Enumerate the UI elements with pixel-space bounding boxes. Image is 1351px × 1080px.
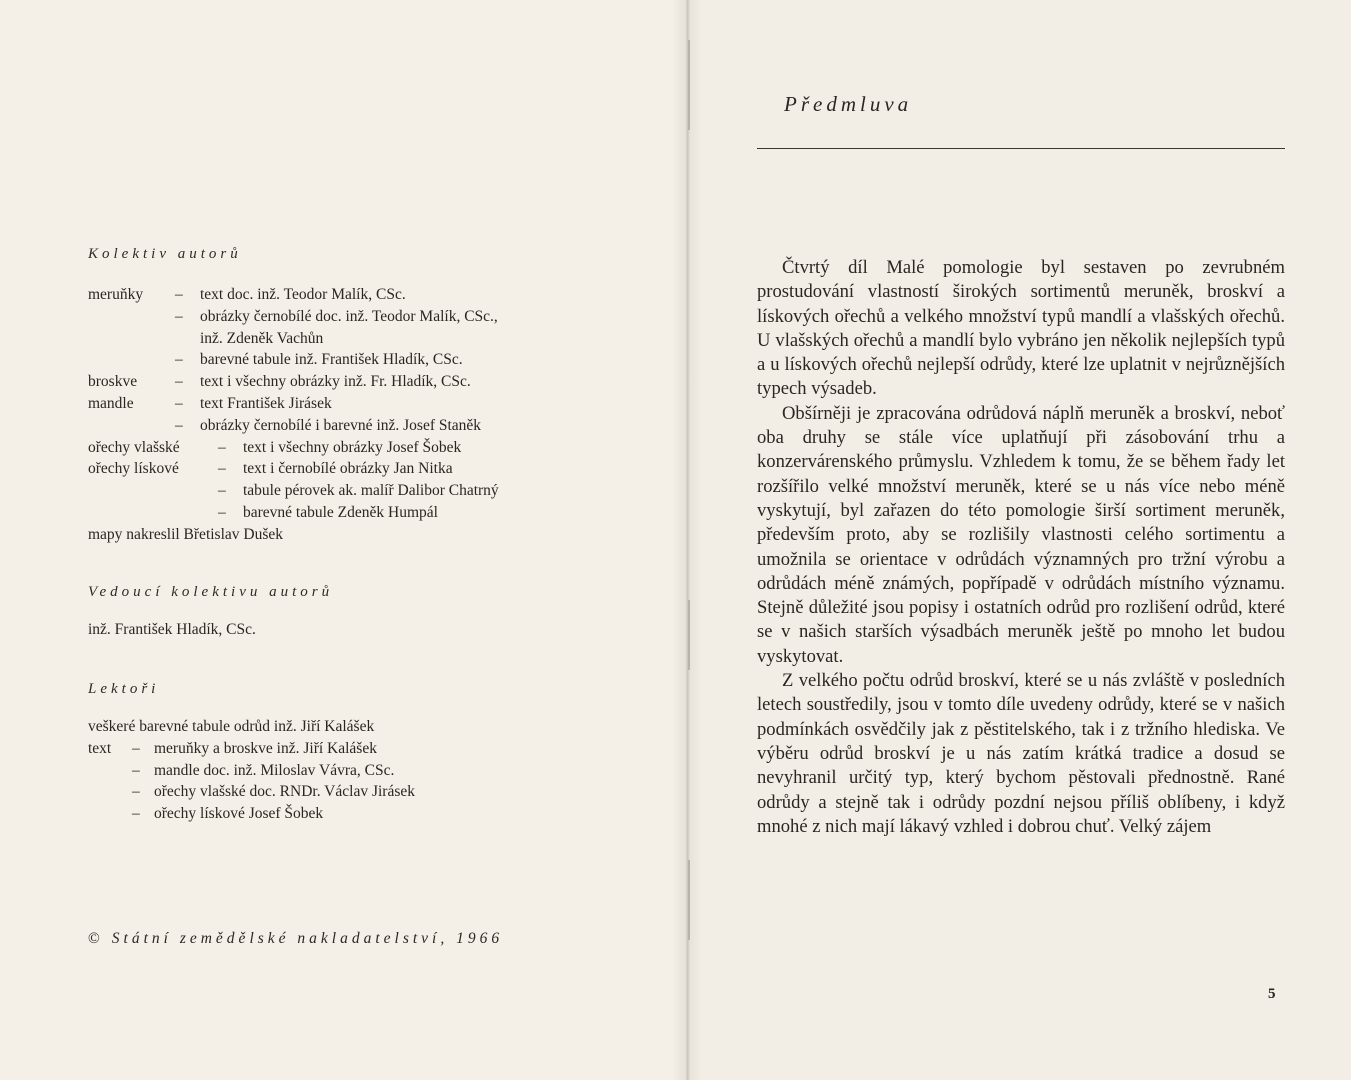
credit-row	[88, 371, 648, 393]
preface-text	[757, 256, 1285, 839]
credit-label: text	[88, 739, 112, 757]
credit-text: text doc. inž. Teodor Malík, CSc.	[200, 286, 406, 303]
credit-row	[88, 328, 648, 350]
credit-dash: –	[218, 503, 226, 521]
credit-text: barevné tabule Zdeněk Humpál	[243, 503, 438, 521]
title-divider	[757, 148, 1285, 149]
binding-stitch	[688, 600, 690, 670]
credit-row	[88, 458, 648, 480]
credit-row	[88, 415, 648, 437]
credit-text: obrázky černobílé doc. inž. Teodor Malík, CSc.,	[200, 307, 498, 325]
credit-dash: –	[132, 761, 140, 779]
credit-text: barevné tabule inž. František Hladík, CSc.	[200, 351, 463, 369]
reviewers-heading: Lektoři	[88, 681, 160, 697]
credit-dash: –	[132, 783, 140, 801]
binding-stitch	[688, 40, 690, 130]
publisher-text: Státní zemědělské nakladatelství, 1966	[111, 930, 504, 947]
credit-dash: –	[175, 307, 183, 325]
credit-text: ořechy lískové Josef Šobek	[154, 805, 324, 823]
lead-name: inž. František Hladík, CSc.	[88, 621, 256, 638]
credit-text: text i černobílé obrázky Jan Nitka	[243, 460, 453, 478]
credit-label: ořechy vlašské	[88, 438, 180, 456]
credit-text: text František Jirásek	[200, 394, 332, 412]
credit-row	[88, 716, 648, 738]
credit-dash: –	[175, 351, 183, 369]
credit-text: mandle doc. inž. Miloslav Vávra, CSc.	[154, 761, 395, 779]
authors-credits-list	[88, 284, 648, 546]
copyright-symbol: ©	[88, 930, 100, 947]
credit-row	[88, 760, 648, 782]
credit-row	[88, 437, 648, 459]
credit-label: meruňky	[88, 286, 144, 303]
credit-row	[88, 306, 648, 328]
preface-paragraph: Čtvrtý díl Malé pomologie byl sestaven po zevrubném prostudování vlastností širokých sortimentů meruněk, broskví a lískových ořechů a velkého množství typů mandlí a vlašských ořechů. U vlašských ořechů a mandlí bylo vybráno jen několik nejlepších typů a u lískových ořechů nejlepší odrůdy, které lze uplatnit v nejrůznějších typech výsadeb.	[757, 257, 1285, 400]
credit-row	[88, 349, 648, 371]
credit-text: ořechy vlašské doc. RNDr. Václav Jirásek	[154, 783, 415, 801]
preface-paragraph: Z velkého počtu odrůd broskví, které se u nás zvláště v posledních letech soustředily, jsou v tomto díle uvedeny odrůdy, které se v našich podmínkách osvědčily jak z pěstitelského, tak i z tržního hlediska. Ve výběru odrůd broskví je u nás zatím krátká tradice a dosud se nevyhranil určitý typ, který bychom pěstovali přednostně. Rané odrůdy a stejně tak i odrůdy pozdní nejsou příliš oblíbeny, i když mnohé z nich mají lákavý vzhled i dobrou chuť. Velký zájem	[757, 670, 1285, 837]
credit-text: text i všechny obrázky Josef Šobek	[243, 438, 462, 456]
credit-row	[88, 393, 648, 415]
credit-row	[88, 738, 648, 760]
copyright-line	[88, 930, 503, 948]
authors-heading: Kolektiv autorů	[88, 246, 242, 262]
credit-row	[88, 480, 648, 502]
credit-text: inž. Zdeněk Vachůn	[200, 329, 324, 347]
credit-row	[88, 803, 648, 825]
binding-stitch	[688, 860, 690, 940]
credit-row	[88, 284, 648, 306]
book-gutter	[672, 0, 702, 1080]
credit-text: meruňky a broskve inž. Jiří Kalášek	[154, 739, 377, 757]
credit-dash: –	[218, 460, 226, 478]
reviewers-list	[88, 716, 648, 825]
credit-label: mandle	[88, 394, 134, 412]
page-number: 5	[1268, 986, 1276, 1002]
credit-text: text i všechny obrázky inž. Fr. Hladík, CSc.	[200, 373, 471, 391]
credit-text: obrázky černobílé i barevné inž. Josef Staněk	[200, 416, 482, 434]
credit-row	[88, 781, 648, 803]
credit-dash: –	[175, 373, 183, 391]
credit-row	[88, 502, 648, 524]
credit-dash: –	[218, 438, 226, 456]
credit-row	[88, 524, 648, 546]
credit-dash: –	[175, 416, 183, 434]
credit-label: mapy nakreslil Břetislav Dušek	[88, 525, 283, 543]
credit-dash: –	[175, 394, 183, 412]
credit-text: tabule pérovek ak. malíř Dalibor Chatrný	[243, 482, 499, 500]
preface-paragraph: Obšírněji je zpracována odrůdová náplň meruněk a broskví, neboť oba druhy se stále více uplatňují při zásobování trhu a konzervárenského průmyslu. Vzhledem k tomu, že se během řady let rozšířilo velké množství meruněk, které se u nás více nebo méně vyskytují, byl zařazen do této pomologie širší sortiment meruněk, především proto, aby se rozlišily vlastnosti celého sortimentu a umožnila se orientace v odrůdách významných pro tržní výrobu a odrůdách méně známých, popřípadě v odrůdách místního významu. Stejně důležité jsou popisy i ostatních odrůd pro rozlišení odrůd, které se v našich starších výsadbách meruněk ještě po mnoho let budou vyskytovat.	[757, 402, 1285, 667]
credit-dash: –	[132, 739, 140, 757]
page-title: Předmluva	[784, 92, 913, 116]
credit-dash: –	[218, 482, 226, 500]
lead-heading: Vedoucí kolektivu autorů	[88, 584, 334, 600]
credit-label: veškeré barevné tabule odrůd inž. Jiří Kalášek	[88, 718, 375, 735]
credit-dash: –	[132, 805, 140, 823]
credit-label: broskve	[88, 373, 138, 391]
credit-label: ořechy lískové	[88, 460, 179, 478]
credit-dash: –	[175, 286, 183, 303]
